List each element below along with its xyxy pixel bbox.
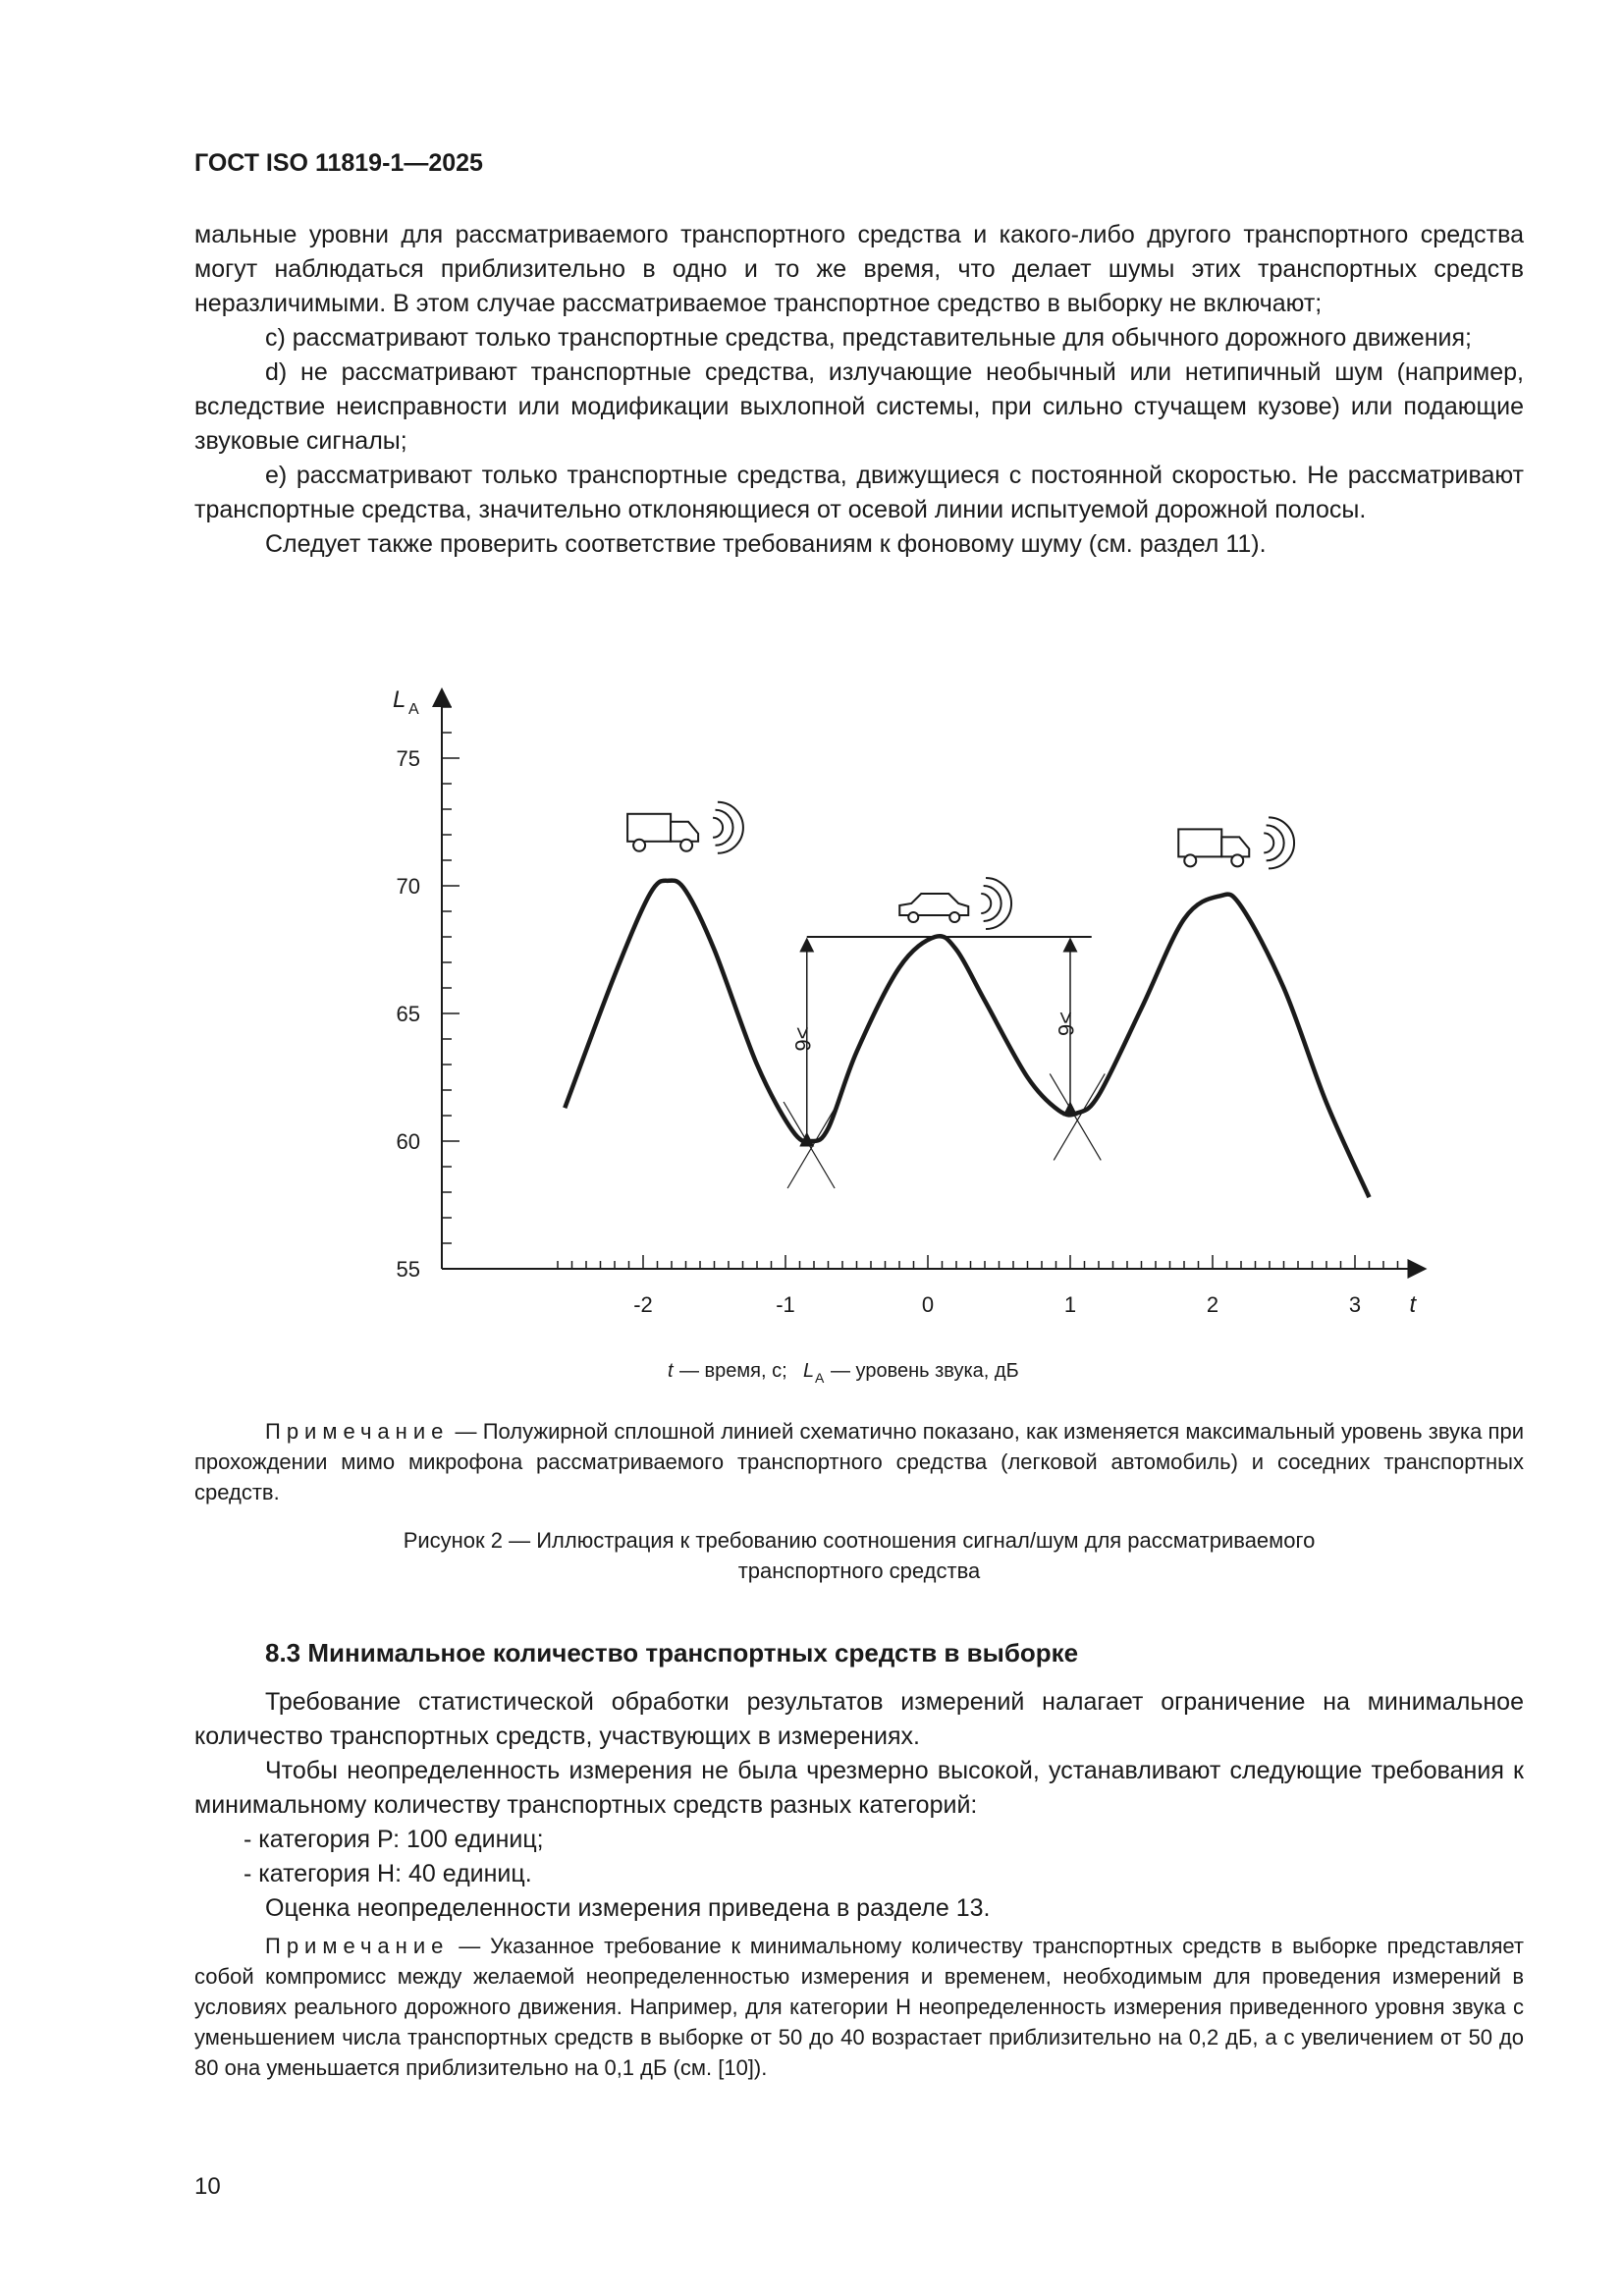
figure-caption [194, 1525, 1524, 1586]
tangent-line [784, 1102, 835, 1188]
y-tick-label: 55 [396, 1257, 420, 1282]
tangent-line [1054, 1073, 1105, 1160]
y-tick-label: 75 [396, 746, 420, 771]
x-tick-label: 0 [921, 1292, 935, 1317]
page-number: 10 [194, 2173, 221, 2200]
x-axis-label: t [1409, 1291, 1417, 1318]
car-body [899, 894, 968, 915]
x-tick-label: -1 [776, 1292, 795, 1317]
wheel [1184, 854, 1196, 866]
sound-wave-icon [1269, 817, 1294, 868]
body-text-bottom [194, 1685, 1524, 1926]
note-label: Примечание [265, 1934, 450, 1958]
legend-t-symbol: t [668, 1360, 674, 1382]
tangent-line [1050, 1073, 1101, 1160]
paragraph-e: e) рассматривают только транспортные средства, движущиеся с постоянной скоростью. Не рассматривают транспортные средства, значительно отклоняющиеся от осевой линии испытуемой дорожной полосы. [194, 462, 1524, 523]
caption-line: Рисунок 2 — Иллюстрация к требованию соотношения сигнал/шум для рассматриваемого [403, 1528, 1316, 1553]
sound-wave-icon [984, 886, 1001, 921]
x-tick-label: 2 [1206, 1292, 1219, 1317]
y-tick-label: 60 [396, 1129, 420, 1154]
chart-axes [442, 697, 1418, 1269]
truck-icon [627, 802, 743, 853]
y-axis-label-subscript: A [408, 701, 419, 718]
sound-wave-icon [986, 878, 1011, 929]
wheel [908, 912, 918, 922]
sound-wave-icon [1267, 825, 1284, 860]
figure-note [194, 1416, 1524, 1507]
y-tick-label: 70 [396, 874, 420, 899]
paragraph-c: c) рассматривают только транспортные средства, представительные для обычного дорожного движения; [265, 324, 1472, 352]
gap-label: >6 [789, 1026, 815, 1052]
note-text: — Полужирной сплошной линией схематично показано, как изменяется максимальный уровень звука при прохождении мимо микрофона рассматриваемого транспортного средства (легковой автомобиль) и соседних транспортных средств. [194, 1419, 1524, 1504]
list-item: - категория Р: 100 единиц; [243, 1826, 544, 1853]
sound-wave-icon [716, 810, 733, 846]
note-label: Примечание [265, 1419, 450, 1444]
document-header: ГОСТ ISO 11819-1—2025 [194, 149, 483, 177]
y-tick-label: 65 [396, 1002, 420, 1026]
x-tick-label: 3 [1348, 1292, 1362, 1317]
figure-2-chart [373, 676, 1417, 1386]
sound-wave-icon [713, 818, 723, 838]
sound-wave-icon [1264, 833, 1273, 852]
gap-label: >6 [1054, 1011, 1078, 1036]
truck-body [627, 814, 671, 842]
legend-la-symbol: L [803, 1360, 815, 1382]
wheel [949, 912, 959, 922]
sound-wave-icon [718, 802, 743, 853]
paragraph: Следует также проверить соответствие требованиям к фоновому шуму (см. раздел 11). [265, 530, 1267, 558]
list-item: - категория Н: 40 единиц. [243, 1860, 532, 1887]
caption-line: транспортного средства [737, 1558, 981, 1583]
paragraph: Чтобы неопределенность измерения не была чрезмерно высокой, устанавливают следующие требования к минимальному количеству транспортных средств разных категорий: [194, 1757, 1524, 1819]
truck-icon [1178, 817, 1294, 868]
paragraph-d: d) не рассматривают транспортные средства, излучающие необычный или нетипичный шум (например, вследствие неисправности или модификации выхлопной системы, при сильно стучащем кузове) или подающие звуковые сигналы; [194, 358, 1524, 455]
legend-la-text: — уровень звука, дБ [831, 1360, 1019, 1382]
truck-cab [1221, 837, 1249, 856]
paragraph: Требование статистической обработки результатов измерений налагает ограничение на минимальное количество транспортных средств, участвующих в измерениях. [194, 1688, 1524, 1750]
legend-la-subscript: A [815, 1370, 825, 1386]
sound-level-curve [565, 881, 1369, 1198]
paragraph: мальные уровни для рассматриваемого транспортного средства и какого-либо другого транспортного средства могут наблюдаться приблизительно в одно и то же время, что делает шумы этих транспортных средств неразличимыми. В этом случае рассматриваемое транспортное средство в выборку не включают; [194, 221, 1524, 317]
wheel [1231, 854, 1243, 866]
sound-wave-icon [981, 894, 991, 913]
x-tick-label: -2 [633, 1292, 653, 1317]
tangent-line [787, 1102, 839, 1188]
chart-labels [393, 686, 1418, 1386]
y-axis-label: L [393, 686, 406, 713]
chart-ticks [442, 707, 1398, 1269]
note-text: — Указанное требование к минимальному количеству транспортных средств в выборке представляет собой компромисс между желаемой неопределенностью измерения и временем, необходимым для проведения измерений в условиях реального дорожного движения. Например, для категории Н неопределенность измерения приведенного уровня звука с уменьшением числа транспортных средств в выборке от 50 до 40 возрастает приблизительно на 0,2 дБ, а с увеличением от 50 до 80 она уменьшается приблизительно на 0,1 дБ (см. [10]). [194, 1934, 1524, 2080]
truck-body [1178, 829, 1221, 856]
truck-cab [671, 822, 698, 842]
chart-svg [373, 676, 1417, 1386]
paragraph: Оценка неопределенности измерения приведена в разделе 13. [265, 1894, 991, 1922]
wheel [680, 840, 692, 851]
legend-t-text: — время, с; [679, 1360, 787, 1382]
section-note [194, 1931, 1524, 2083]
body-text-top [194, 218, 1524, 562]
x-tick-label: 1 [1063, 1292, 1077, 1317]
wheel [633, 840, 645, 851]
section-title: 8.3 Минимальное количество транспортных средств в выборке [265, 1638, 1079, 1667]
chart-marks [565, 802, 1369, 1197]
car-icon [899, 878, 1011, 929]
